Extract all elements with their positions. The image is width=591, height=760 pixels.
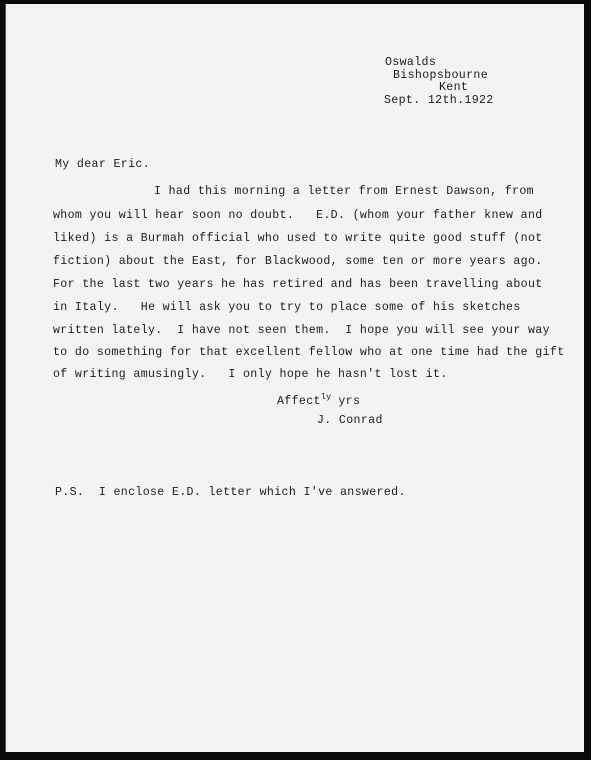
salutation: My dear Eric. (55, 158, 150, 171)
address-line-1: Oswalds (385, 56, 437, 69)
body-line-6: in Italy. He will ask you to try to place some of his sketches (53, 301, 521, 314)
body-line-5: For the last two years he has retired and has been travelling about (53, 278, 543, 291)
closing-suffix: yrs (331, 395, 361, 408)
letter-date: Sept. 12th.1922 (384, 94, 494, 107)
postscript: P.S. I enclose E.D. letter which I've answered. (55, 486, 406, 499)
closing-superscript: ly (320, 392, 332, 402)
body-line-8: to do something for that excellent fellow who at one time had the gift (53, 346, 565, 359)
closing-word: Affect (277, 395, 321, 408)
body-line-9: of writing amusingly. I only hope he hasn't lost it. (53, 368, 448, 381)
signature: J. Conrad (317, 414, 383, 427)
closing (277, 390, 360, 409)
address-line-3: Kent (439, 81, 469, 94)
body-line-1: I had this morning a letter from Ernest Dawson, from (154, 185, 534, 198)
body-line-3: liked) is a Burmah official who used to write quite good stuff (not (53, 232, 543, 245)
address-line-2: Bishopsbourne (393, 69, 488, 82)
letter-page (5, 4, 584, 752)
body-line-2: whom you will hear soon no doubt. E.D. (whom your father knew and (53, 209, 543, 222)
body-line-7: written lately. I have not seen them. I hope you will see your way (53, 324, 550, 337)
body-line-4: fiction) about the East, for Blackwood, some ten or more years ago. (53, 255, 543, 268)
